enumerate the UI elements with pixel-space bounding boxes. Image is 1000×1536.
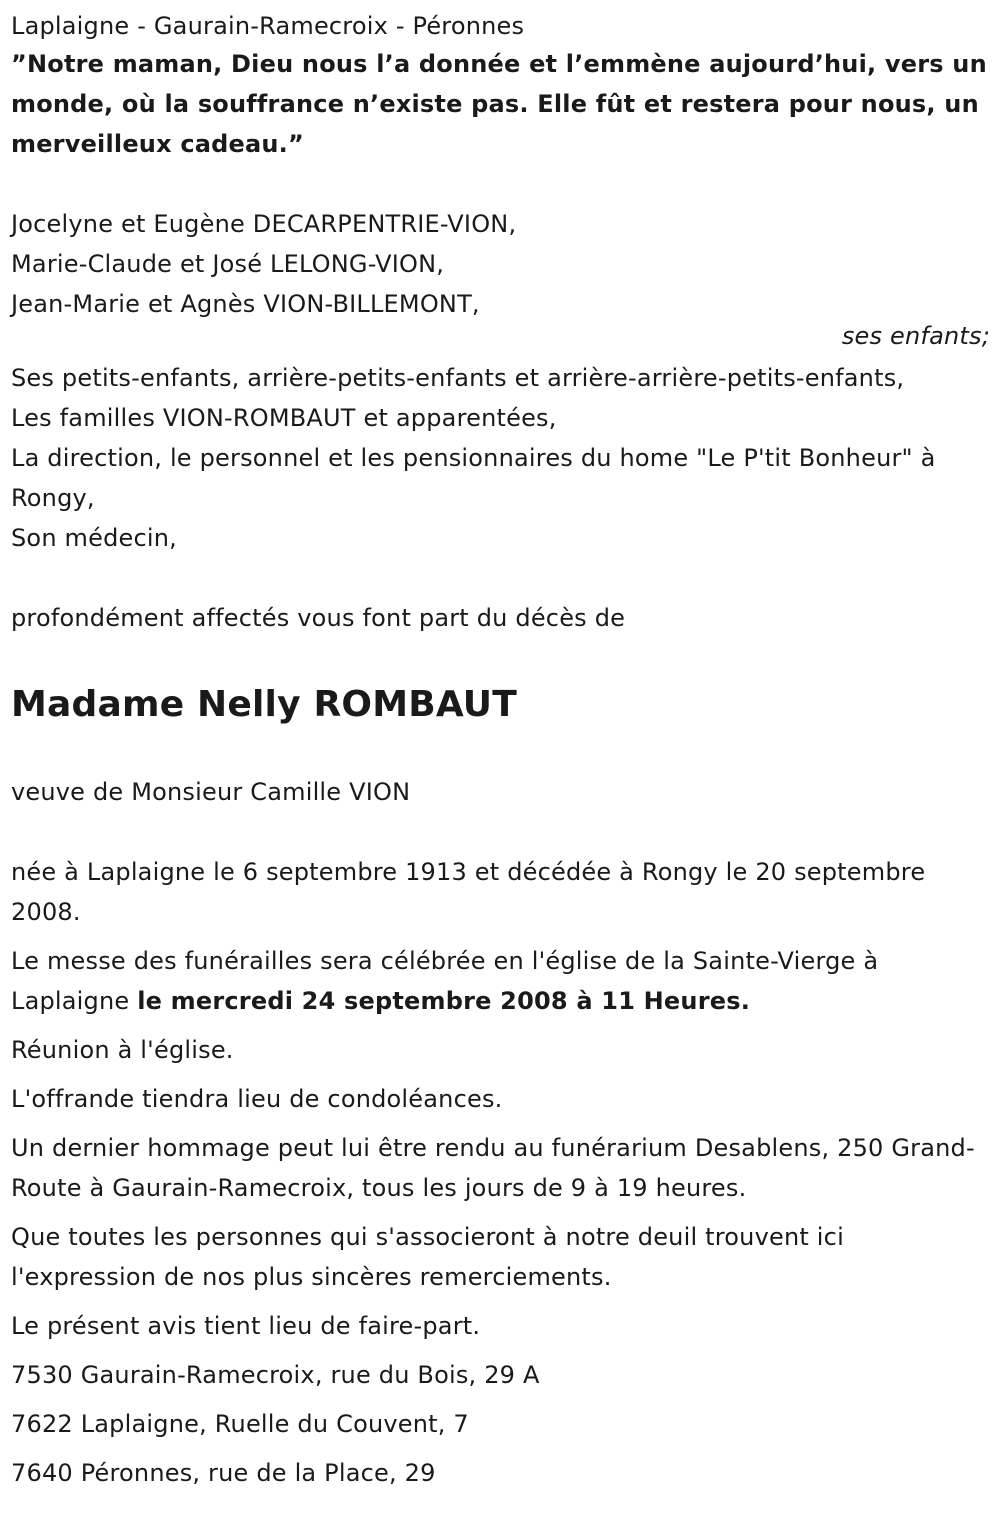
detail-paragraph: Que toutes les personnes qui s'associeront à notre deuil trouvent ici l'expression de nos plus sincères remerciements. bbox=[11, 1223, 844, 1291]
relative-entry: Les familles VION-ROMBAUT et apparentées, bbox=[11, 404, 557, 432]
relatives-list bbox=[11, 358, 990, 558]
children-signoff: ses enfants; bbox=[841, 322, 990, 350]
funeral-date-time: le mercredi 24 septembre 2008 à 11 Heures. bbox=[137, 987, 751, 1015]
memorial-quote: ”Notre maman, Dieu nous l’a donnée et l’emmène aujourd’hui, vers un monde, où la souffrance n’existe pas. Elle fût et restera pour nous, un merveilleux cadeau.” bbox=[11, 50, 987, 158]
children-list bbox=[11, 204, 990, 324]
address-line: 7530 Gaurain-Ramecroix, rue du Bois, 29 A bbox=[11, 1361, 540, 1389]
funeral-text: Le messe des funérailles sera célébrée en l'église de la Sainte-Vierge à Laplaigne bbox=[11, 947, 879, 1015]
detail-paragraph: Le présent avis tient lieu de faire-part. bbox=[11, 1312, 481, 1340]
spacer bbox=[11, 558, 990, 598]
announcement-text: profondément affectés vous font part du décès de bbox=[11, 604, 626, 632]
widow-of: veuve de Monsieur Camille VION bbox=[11, 778, 411, 806]
detail-paragraph: Un dernier hommage peut lui être rendu au funérarium Desablens, 250 Grand-Route à Gaurain-Ramecroix, tous les jours de 9 à 19 heures. bbox=[11, 1134, 975, 1202]
relative-entry: La direction, le personnel et les pensionnaires du home "Le P'tit Bonheur" à Rongy, bbox=[11, 444, 936, 512]
child-entry: Jean-Marie et Agnès VION-BILLEMONT, bbox=[11, 290, 480, 318]
spacer bbox=[11, 164, 990, 204]
relative-entry: Son médecin, bbox=[11, 524, 178, 552]
child-entry: Jocelyne et Eugène DECARPENTRIE-VION, bbox=[11, 210, 517, 238]
relative-entry: Ses petits-enfants, arrière-petits-enfants et arrière-arrière-petits-enfants, bbox=[11, 364, 905, 392]
address-line: 7640 Péronnes, rue de la Place, 29 bbox=[11, 1459, 436, 1487]
spacer bbox=[11, 812, 990, 852]
detail-paragraph: L'offrande tiendra lieu de condoléances. bbox=[11, 1085, 503, 1113]
detail-paragraph: Réunion à l'église. bbox=[11, 1036, 234, 1064]
locations-header: Laplaigne - Gaurain-Ramecroix - Péronnes bbox=[11, 12, 525, 40]
deceased-name: Madame Nelly ROMBAUT bbox=[11, 684, 517, 725]
child-entry: Marie-Claude et José LELONG-VION, bbox=[11, 250, 445, 278]
address-line: 7622 Laplaigne, Ruelle du Couvent, 7 bbox=[11, 1410, 469, 1438]
birth-death-dates: née à Laplaigne le 6 septembre 1913 et décédée à Rongy le 20 septembre 2008. bbox=[11, 858, 926, 926]
funeral-mass bbox=[11, 941, 990, 1021]
